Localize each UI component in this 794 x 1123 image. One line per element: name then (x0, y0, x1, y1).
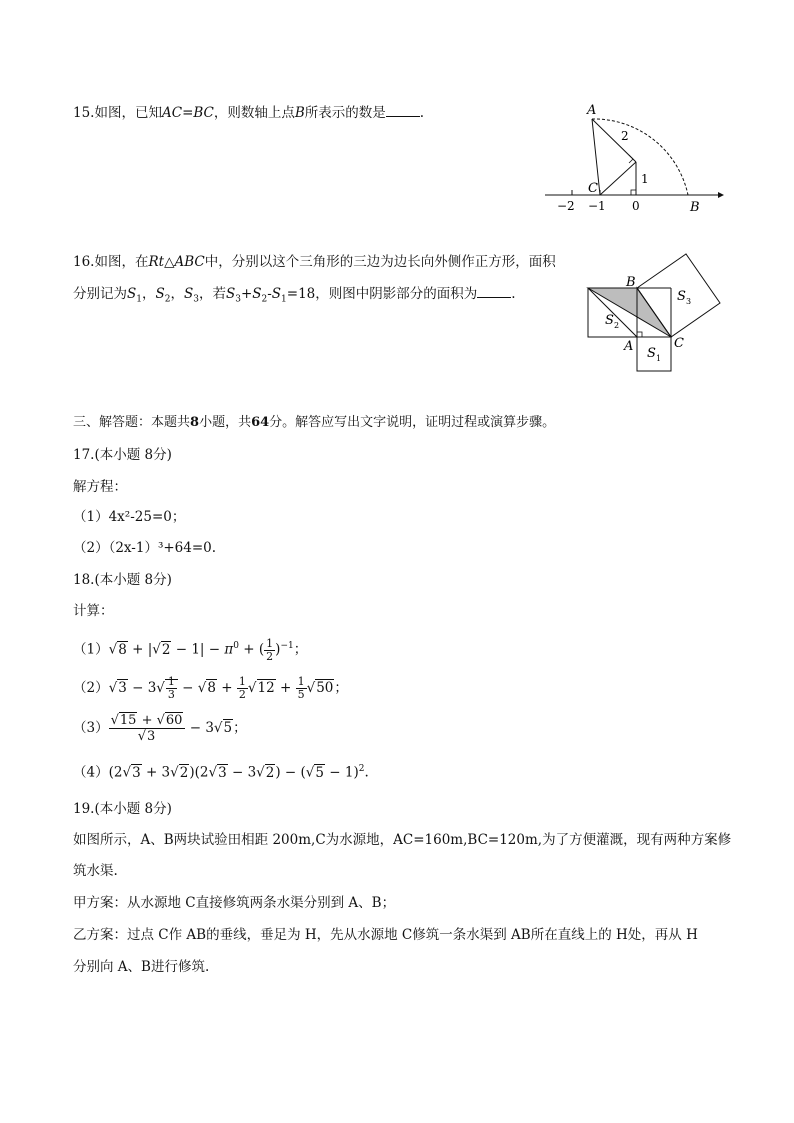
q15-number: 15. (73, 105, 95, 121)
label-S2-index: 2 (614, 321, 620, 330)
q17-part1: （1）4x²-25=0； (73, 509, 186, 525)
tick-label-0: 0 (632, 199, 640, 213)
q16-rt: Rt (148, 254, 165, 270)
label-C: C (674, 336, 684, 351)
q17-intro: 解方程： (73, 479, 127, 495)
q19-plan-b-cont: 分别向 A、B进行修筑. (73, 959, 210, 975)
q16-number: 16. (73, 254, 95, 270)
q15-point: B (294, 105, 305, 121)
arc (592, 119, 688, 195)
q16-figure (585, 250, 730, 375)
tick-label-minus1: −1 (588, 199, 606, 213)
q18-part3-label: （3） (73, 720, 109, 736)
section3-heading (73, 414, 555, 432)
q16-text-c: 分别记为 (73, 286, 127, 302)
q18-part1-label: （1） (73, 641, 109, 658)
q19-para2: 筑水渠. (73, 863, 118, 879)
q16-triangle: △ABC (164, 254, 205, 270)
label-1: 1 (641, 172, 649, 186)
q19-para1: 如图所示，A、B两块试验田相距 200m,C为水源地，AC=160m,BC=120m,为了方便灌溉，现有两种方案修 (73, 832, 732, 848)
label-C: C (588, 181, 598, 196)
number-line-arrow (718, 192, 724, 198)
q16-text-b: 中，分别以这个三角形的三边为边长向外侧作正方形，面积 (204, 254, 556, 270)
q15-condition: AC=BC (161, 105, 214, 121)
label-A: A (624, 339, 634, 354)
q16-text-a: 如图，在 (94, 254, 149, 270)
q19-head: 19.(本小题 8分) (73, 801, 172, 817)
section3-tail: 分。解答应写出文字说明，证明过程或演算步骤。 (269, 415, 556, 430)
label-A: A (587, 103, 597, 118)
section3-points: 64 (251, 415, 270, 430)
q18-part2: （2）√3 − 3√ $\frac{1}{3}$ − √8 + $\frac{1}{2}$ √12 + $\frac{1}{5}$ √50； (73, 675, 348, 701)
q18-head: 18.(本小题 8分) (73, 572, 172, 588)
label-S1: S (647, 346, 656, 361)
label-B: B (690, 200, 700, 215)
section3-lead: 三、解答题：本题共 (73, 415, 191, 430)
q15-pre: 如图，已知 (94, 105, 162, 121)
q15-end: . (419, 105, 425, 121)
q15-answer-blank (386, 104, 420, 117)
section3-mid: 小题，共 (199, 415, 252, 430)
label-S1-index: 1 (656, 354, 662, 363)
tick-label-minus2: −2 (557, 199, 575, 213)
q18-part3: （3） $\frac{√15 + √60}{√3}$ − 3√5； (73, 713, 247, 744)
label-S3: S (677, 289, 686, 304)
q18-part4: $(4)(2√3 + 3√2)(2√3 - 3√2) - (√5 - 1)^2$. (73, 764, 369, 781)
q18-part1: $(1)√8 + |√2 - 1| - \pi^0$ + ( $\frac{1}{2}$ )$^{-1}$； (73, 636, 308, 663)
q15-mid: ，则数轴上点 (213, 105, 295, 121)
label-S3-index: 3 (686, 297, 692, 306)
q16-text-d: ，若 (198, 286, 226, 302)
label-B: B (626, 275, 636, 290)
section3-count: 8 (190, 415, 200, 430)
label-S2: S (605, 313, 614, 328)
q18-part4-label: （4） (73, 764, 109, 781)
q16-line2: 分别记为$S_1$，$S_2$，$S_3$，若$S_3+S_2-S_1=18$，则图中阴影部分的面积为 . (73, 286, 516, 305)
q16-end: . (511, 286, 516, 302)
q18-part2-label: （2） (73, 680, 109, 696)
q15-post: 所表示的数是 (304, 105, 386, 121)
q16-answer-blank (477, 285, 511, 298)
q17-head: 17.(本小题 8分) (73, 447, 172, 463)
q17-part2: （2）（2x-1）³+64=0. (73, 540, 217, 556)
q15-text (73, 104, 424, 122)
label-2: 2 (621, 129, 629, 143)
q16-text-e: =18，则图中阴影部分的面积为 (286, 286, 478, 302)
q16-line1 (73, 253, 556, 271)
q18-intro: 计算： (73, 603, 114, 619)
q19-plan-b: 乙方案：过点 C作 AB的垂线，垂足为 H，先从水源地 C修筑一条水渠到 AB所在直线上的 H处，再从 H (73, 927, 698, 943)
q15-figure (540, 100, 725, 218)
q19-plan-a: 甲方案：从水源地 C直接修筑两条水渠分别到 A、B； (73, 895, 396, 911)
